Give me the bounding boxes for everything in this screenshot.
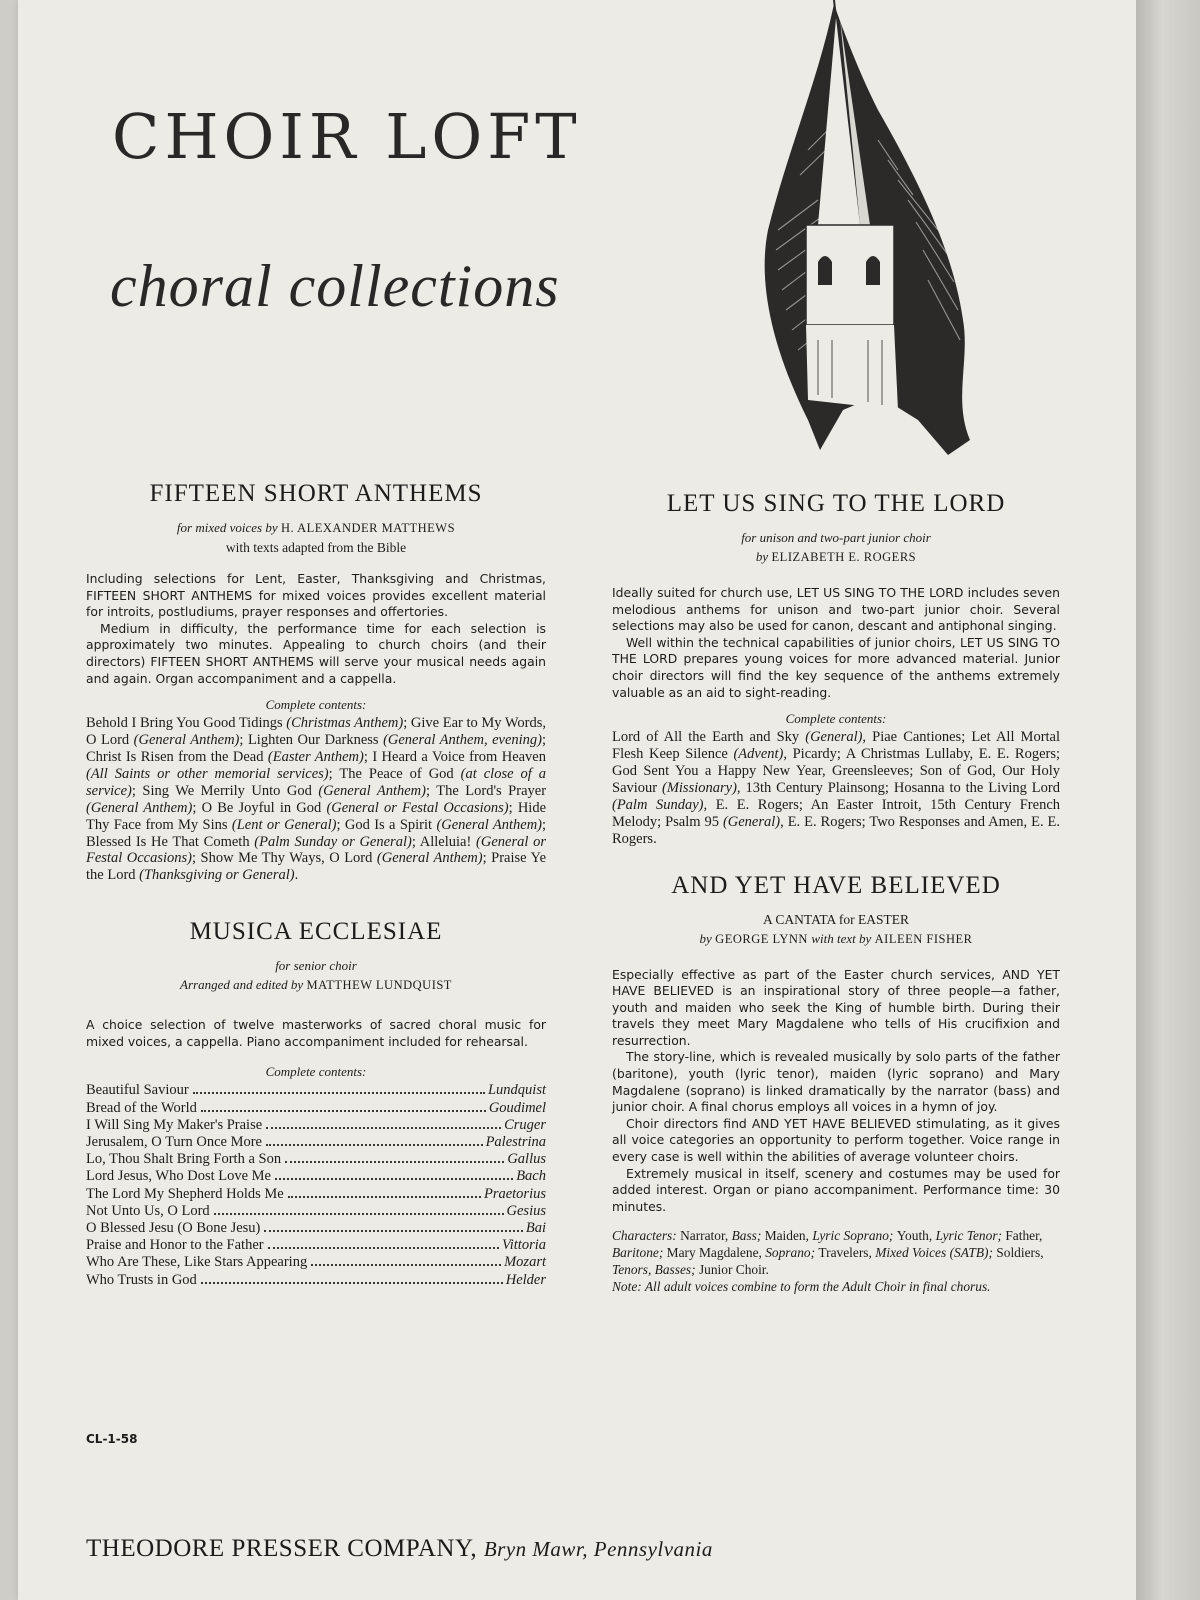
section-byline-2: with texts adapted from the Bible xyxy=(225,540,407,555)
contents-title: Not Unto Us, O Lord xyxy=(86,1202,210,1219)
publisher-location: Bryn Mawr, Pennsylvania xyxy=(483,1537,713,1561)
description-paragraph: A choice selection of twelve masterworks of sacred choral music for mixed voices, a cappella. Piano accompaniment included for rehearsal. xyxy=(86,1017,546,1049)
dot-leader xyxy=(288,1196,481,1198)
author-name: H. ALEXANDER MATTHEWS xyxy=(281,521,456,535)
contents-row xyxy=(86,1272,546,1289)
contents-title: Son of God, Our Holy Saviour xyxy=(612,762,1061,796)
character-role: Junior Choir. xyxy=(698,1262,769,1278)
page-subtitle: choral collections xyxy=(110,253,560,319)
character-voice: Mixed Voices (SATB); xyxy=(875,1245,997,1261)
character-voice: Baritone; xyxy=(612,1245,667,1261)
contents-label: Complete contents: xyxy=(785,711,887,727)
contents-title: Lord of All the Earth and Sky xyxy=(612,729,806,746)
contents-note: (General Anthem, evening) xyxy=(383,732,542,749)
contents-composer: Cruger xyxy=(504,1116,546,1133)
character-voice: Lyric Tenor; xyxy=(935,1228,1006,1244)
publisher-footer xyxy=(86,1535,713,1563)
contents-title: Hide Thy Face from My Sins xyxy=(86,799,547,833)
contents-source: E. E. Rogers. xyxy=(612,813,1061,847)
dot-leader xyxy=(285,1161,504,1163)
catalog-code: CL-1-58 xyxy=(86,1432,138,1446)
contents-title: God Sent You a Happy New Year, xyxy=(612,762,833,779)
contents-composer: Gallus xyxy=(507,1151,546,1168)
byline-with: with text by xyxy=(811,930,872,946)
contents-composer: Vittoria xyxy=(501,1237,546,1254)
contents-row xyxy=(86,1117,546,1134)
contents-note: (General or Festal Occasions) xyxy=(86,833,546,867)
contents-composer: Helder xyxy=(505,1271,546,1288)
section-description xyxy=(86,1017,546,1050)
section-byline xyxy=(612,528,1060,547)
contents-title: Let All Mortal Flesh Keep Silence xyxy=(612,729,1061,763)
contents-source: Piae Cantiones xyxy=(872,729,962,746)
contents-title: Blessed Is He That Cometh xyxy=(86,833,255,850)
contents-note: (All Saints or other memorial services) xyxy=(86,765,329,782)
contents-title: Show Me Thy Ways, O Lord xyxy=(200,850,377,867)
dot-leader xyxy=(266,1127,501,1129)
contents-row xyxy=(86,1168,546,1185)
character-role: Travelers, xyxy=(818,1245,876,1261)
character-voice: Lyric Soprano; xyxy=(812,1228,897,1244)
section-heading-musica-ecclesiae: MUSICA ECCLESIAE xyxy=(189,918,443,946)
contents-title: Who Are These, Like Stars Appearing xyxy=(86,1254,308,1271)
dot-leader xyxy=(201,1282,503,1284)
contents-row xyxy=(86,1151,546,1168)
left-column xyxy=(86,480,546,1289)
contents-title: Hosanna to the Living Lord xyxy=(893,779,1060,796)
contents-list xyxy=(86,1082,546,1288)
contents-note: (General Anthem) xyxy=(376,850,483,867)
section-byline-2 xyxy=(612,547,1060,567)
church-steeple-icon xyxy=(748,0,988,460)
contents-row xyxy=(86,1220,546,1237)
contents-note: (Palm Sunday) xyxy=(612,796,704,813)
character-role: Narrator, xyxy=(680,1228,732,1244)
character-role: Mary Magdalene, xyxy=(666,1245,766,1261)
dot-leader xyxy=(268,1247,499,1249)
contents-title: Give Ear to My Words, O Lord xyxy=(86,715,546,749)
contents-note: (Advent) xyxy=(733,746,784,763)
contents-title: Lord Jesus, Who Dost Love Me xyxy=(86,1168,271,1185)
section-byline xyxy=(86,518,546,538)
byline-line: for senior choir xyxy=(275,958,357,974)
right-column xyxy=(612,490,1060,1295)
contents-composer: Palestrina xyxy=(485,1134,546,1151)
contents-composer: Gesius xyxy=(506,1202,546,1219)
contents-title: Jerusalem, O Turn Once More xyxy=(86,1134,262,1151)
contents-row xyxy=(86,1134,546,1151)
contents-note: (Easter Anthem) xyxy=(267,748,364,765)
contents-title: The Peace of God xyxy=(339,765,461,782)
contents-row xyxy=(86,1237,546,1254)
contents-row xyxy=(86,1186,546,1203)
description-paragraph: Choir directors find AND YET HAVE BELIEVED stimulating, as it gives all voice categories an opportunity to perform together. Voice range in every case is well within the abilities of average volunteer choirs. xyxy=(612,1115,1060,1165)
contents-title: Sing We Merrily Unto God xyxy=(142,782,319,799)
contents-paragraph: Lord of All the Earth and Sky (General), Piae Cantiones; Let All Mortal Flesh Keep Silence (Advent), Picardy; A Christmas Lullaby, E. E. Rogers; God Sent You a Happy New Year, Greensleeves; Son of God, Our Holy Saviour (Missionary), 13th Century Plainsong; Hosanna to the Living Lord (Palm Sunday), E. E. Rogers; An Easter Introit, 15th Century French Melody; Psalm 95 (General), E. E. Rogers; Two Responses and Amen, E. E. Rogers. xyxy=(612,729,1061,847)
contents-note: (General or Festal Occasions) xyxy=(326,799,509,816)
section-heading-let-us-sing: LET US SING TO THE LORD xyxy=(666,490,1006,517)
contents-source: 13th Century Plainsong xyxy=(745,779,885,796)
contents-note: (Missionary) xyxy=(662,779,737,796)
section-description xyxy=(612,585,1060,701)
contents-row xyxy=(86,1082,546,1099)
contents-composer: Goudimel xyxy=(488,1099,546,1116)
contents-title: Behold I Bring You Good Tidings xyxy=(86,715,287,732)
dot-leader xyxy=(264,1230,522,1232)
contents-note: (General Anthem) xyxy=(133,732,240,749)
character-voice: Bass; xyxy=(731,1228,765,1244)
author-name: AILEEN FISHER xyxy=(874,931,973,946)
character-voice: Tenors, Basses; xyxy=(612,1262,699,1278)
contents-title: Lo, Thou Shalt Bring Forth a Son xyxy=(86,1151,282,1168)
contents-composer: Bai xyxy=(525,1220,546,1237)
contents-title: Praise Ye the Lord xyxy=(86,850,547,884)
contents-title: O Be Joyful in God xyxy=(201,799,327,816)
byline-prefix: for mixed voices by xyxy=(176,520,278,535)
dot-leader xyxy=(214,1213,504,1215)
dot-leader xyxy=(275,1178,513,1180)
contents-label: Complete contents: xyxy=(265,697,367,713)
contents-row xyxy=(86,1203,546,1220)
contents-paragraph: Behold I Bring You Good Tidings (Christmas Anthem); Give Ear to My Words, O Lord (General Anthem); Lighten Our Darkness (General Anthem, evening); Christ Is Risen from the Dead (Easter Anthem); I Heard a Voice from Heaven (All Saints or other memorial services); The Peace of God (at close of a service); Sing We Merrily Unto God (General Anthem); The Lord's Prayer (General Anthem); O Be Joyful in God (General or Festal Occasions); Hide Thy Face from My Sins (Lent or General); God Is a Spirit (General Anthem); Blessed Is He That Cometh (Palm Sunday or General); Alleluia! (General or Festal Occasions); Show Me Thy Ways, O Lord (General Anthem); Praise Ye the Lord (Thanksgiving or General). xyxy=(86,715,547,884)
character-voice: Soprano; xyxy=(765,1245,819,1261)
contents-label: Complete contents: xyxy=(265,1064,367,1080)
contents-row xyxy=(86,1254,546,1271)
contents-composer: Bach xyxy=(516,1168,546,1185)
dot-leader xyxy=(311,1264,501,1266)
contents-title: Bread of the World xyxy=(86,1099,197,1116)
description-paragraph: Well within the technical capabilities of junior choirs, LET US SING TO THE LORD prepares young voices for more advanced material. Junior choir directors will find the key sequence of the anthems extremely valuable as an aid to sight-reading. xyxy=(612,634,1060,700)
byline-prefix: by xyxy=(699,930,712,946)
contents-composer: Praetorius xyxy=(483,1185,546,1202)
contents-title: Psalm 95 xyxy=(665,813,723,830)
contents-title: I Heard a Voice from Heaven xyxy=(372,748,546,765)
contents-title: Two Responses and Amen, xyxy=(869,813,1032,830)
contents-row xyxy=(86,1100,546,1117)
contents-source: Greensleeves xyxy=(832,762,910,779)
character-role: Father, xyxy=(1005,1228,1043,1244)
contents-note: (General Anthem) xyxy=(86,799,193,816)
contents-note: (at close of a service) xyxy=(86,765,546,799)
section-description xyxy=(612,967,1060,1216)
page-edge-shadow xyxy=(1136,0,1200,1600)
characters-list xyxy=(612,1227,1060,1278)
description-paragraph: Medium in difficulty, the performance time for each selection is approximately two minutes. Appealing to church choirs (and their directors) FIFTEEN SHORT ANTHEMS will serve your musical needs again and again. Organ accompaniment and a cappella. xyxy=(86,620,546,686)
dot-leader xyxy=(266,1144,483,1146)
contents-title: Who Trusts in God xyxy=(86,1271,197,1288)
page-title: CHOIR LOFT xyxy=(112,100,582,173)
contents-note: (General) xyxy=(805,729,863,746)
author-name: MATTHEW LUNDQUIST xyxy=(306,978,452,993)
contents-source: E. E. Rogers xyxy=(715,796,799,813)
description-paragraph: Ideally suited for church use, LET US SING TO THE LORD includes seven melodious anthems for unison and two-part junior choir. Several selections may also be used for canon, descant and antiphonal singing. xyxy=(612,585,1060,634)
contents-composer: Lundquist xyxy=(487,1082,546,1099)
contents-note: (Lent or General) xyxy=(231,816,337,833)
byline-line: for unison and two-part junior choir xyxy=(741,530,931,545)
contents-title: A Christmas Lullaby, xyxy=(845,746,979,763)
byline-prefix: by xyxy=(755,549,769,564)
contents-note: (Palm Sunday or General) xyxy=(254,833,412,850)
contents-source: Picardy xyxy=(792,746,837,763)
description-paragraph: Especially effective as part of the Easter church services, AND YET HAVE BELIEVED is an inspirational story of three people—a father, youth and maiden who seek the King of humble birth. During their travels they meet Mary Magdalene who tells of His crucifixion and resurrection. xyxy=(612,966,1060,1048)
section-byline-2 xyxy=(612,929,1060,949)
dot-leader xyxy=(193,1092,485,1094)
contents-source: E. E. Rogers xyxy=(787,813,862,830)
contents-note: (Thanksgiving or General) xyxy=(139,867,295,884)
section-byline-2 xyxy=(86,975,546,995)
section-byline: A CANTATA for EASTER xyxy=(763,911,909,927)
contents-title: Praise and Honor to the Father xyxy=(86,1237,264,1254)
publisher-name: THEODORE PRESSER COMPANY, xyxy=(86,1535,478,1562)
contents-title: Lighten Our Darkness xyxy=(247,732,384,749)
contents-title: Beautiful Saviour xyxy=(86,1082,189,1099)
contents-note: (General Anthem) xyxy=(318,782,426,799)
contents-note: (General) xyxy=(722,813,781,830)
contents-note: (Christmas Anthem) xyxy=(286,715,404,732)
contents-title: An Easter Introit, xyxy=(810,796,931,813)
contents-title: O Blessed Jesu (O Bone Jesu) xyxy=(86,1220,261,1237)
contents-title: I Will Sing My Maker's Praise xyxy=(86,1116,263,1133)
byline-prefix: Arranged and edited by xyxy=(180,977,304,993)
author-name: GEORGE LYNN xyxy=(715,931,808,946)
character-role: Maiden, xyxy=(764,1228,813,1244)
character-role: Youth, xyxy=(896,1228,936,1244)
characters-label: Characters: xyxy=(612,1228,681,1244)
contents-title: The Lord's Prayer xyxy=(436,782,547,799)
section-heading-and-yet-have-believed: AND YET HAVE BELIEVED xyxy=(671,871,1001,899)
contents-title: The Lord My Shepherd Holds Me xyxy=(86,1185,284,1202)
contents-composer: Mozart xyxy=(504,1254,546,1271)
contents-title: Alleluia! xyxy=(419,833,477,850)
section-byline xyxy=(86,956,546,975)
character-role: Soldiers, xyxy=(996,1245,1044,1261)
contents-title: God Is a Spirit xyxy=(344,816,437,833)
contents-source: E. E. Rogers xyxy=(978,746,1056,763)
contents-note: (General Anthem) xyxy=(436,816,543,833)
section-description xyxy=(86,571,546,687)
author-name: ELIZABETH E. ROGERS xyxy=(771,550,917,564)
description-paragraph: The story-line, which is revealed musically by solo parts of the father (baritone), youth (lyric tenor), maiden (lyric soprano) and Mary Magdalene (soprano) is linked dramatically by the narrator (bass) and junior choir. A final chorus employs all voices in a hymn of joy. xyxy=(612,1049,1060,1115)
contents-title: Christ Is Risen from the Dead xyxy=(86,748,268,765)
contents-source: 15th Century French Melody xyxy=(612,796,1061,830)
section-heading-fifteen-short-anthems: FIFTEEN SHORT ANTHEMS xyxy=(149,480,483,507)
note-text: Note: All adult voices combine to form the Adult Choir in final chorus. xyxy=(612,1279,991,1295)
description-paragraph: Extremely musical in itself, scenery and costumes may be used for added interest. Organ or piano accompaniment. Performance time: 30 minutes. xyxy=(612,1165,1060,1214)
description-paragraph: Including selections for Lent, Easter, Thanksgiving and Christmas, FIFTEEN SHORT ANTHEMS for mixed voices provides excellent material for introits, postludiums, prayer responses and offertories. xyxy=(86,571,546,620)
dot-leader xyxy=(201,1110,486,1112)
